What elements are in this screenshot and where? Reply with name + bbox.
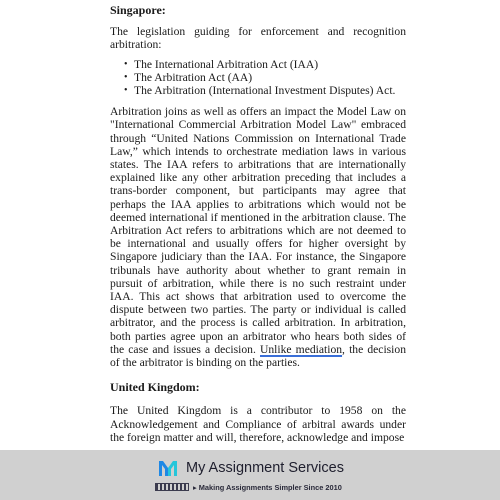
- list-item: • The Arbitration (International Investment Disputes) Act.: [124, 84, 406, 97]
- singapore-body-paragraph: [110, 105, 406, 369]
- barcode-icon: [155, 483, 189, 491]
- singapore-heading: Singapore:: [110, 3, 166, 17]
- brand-name: My Assignment Services: [186, 460, 344, 476]
- singapore-acts-list: [124, 58, 406, 98]
- tagline-row: [155, 482, 342, 492]
- brand-logo-icon: [158, 459, 178, 477]
- tagline-text: Making Assignments Simpler Since 2010: [198, 482, 342, 492]
- list-item: • The Arbitration Act (AA): [124, 71, 406, 84]
- list-item: • The International Arbitration Act (IAA): [124, 58, 406, 71]
- uk-heading: United Kingdom:: [110, 380, 200, 395]
- singapore-body-tail: , the decision of the arbitrator is binding on the parties.: [110, 342, 406, 370]
- uk-body-paragraph: The United Kingdom is a contributor to 1958 on the Acknowledgement and Compliance of arbitral awards under the foreign matter and will, therefore, acknowledge and impose: [110, 404, 406, 444]
- singapore-body-text: Arbitration joins as well as offers an impact the Model Law on "International Commercial Arbitration Model Law" embraced through “United Nations Commission on International Trade Law,” which intends to orchestrate mediation laws in various states. The IAA refers to arbitrations that are internationally explained like any other arbitration preceding that includes a trans-border component, but participants may agree that perhaps the IAA applies to arbitrations which would not be deemed international if mentioned in the arbitration clause. The Arbitration Act refers to arbitrations which are not deemed to be international and usually offers for higher oversight by Singapore judiciary than the IAA. For instance, the Singapore tribunals have authority about whether to grant remain in pursuit of arbitration, while there is no such restraint under IAA. This act shows that arbitration used to overcome the dispute between two parties. The party or individual is called arbitrator, and the process is called arbitration. In arbitration, both parties agree upon an arbitrator who hears both sides of the case and issues a decision.: [110, 105, 406, 356]
- brand-tagline: ▸ Making Assignments Simpler Since 2010: [193, 482, 342, 492]
- document-content: [110, 4, 406, 450]
- singapore-intro: The legislation guiding for enforcement and recognition arbitration:: [110, 25, 406, 52]
- unlike-mediation-link[interactable]: Unlike mediation: [260, 342, 343, 356]
